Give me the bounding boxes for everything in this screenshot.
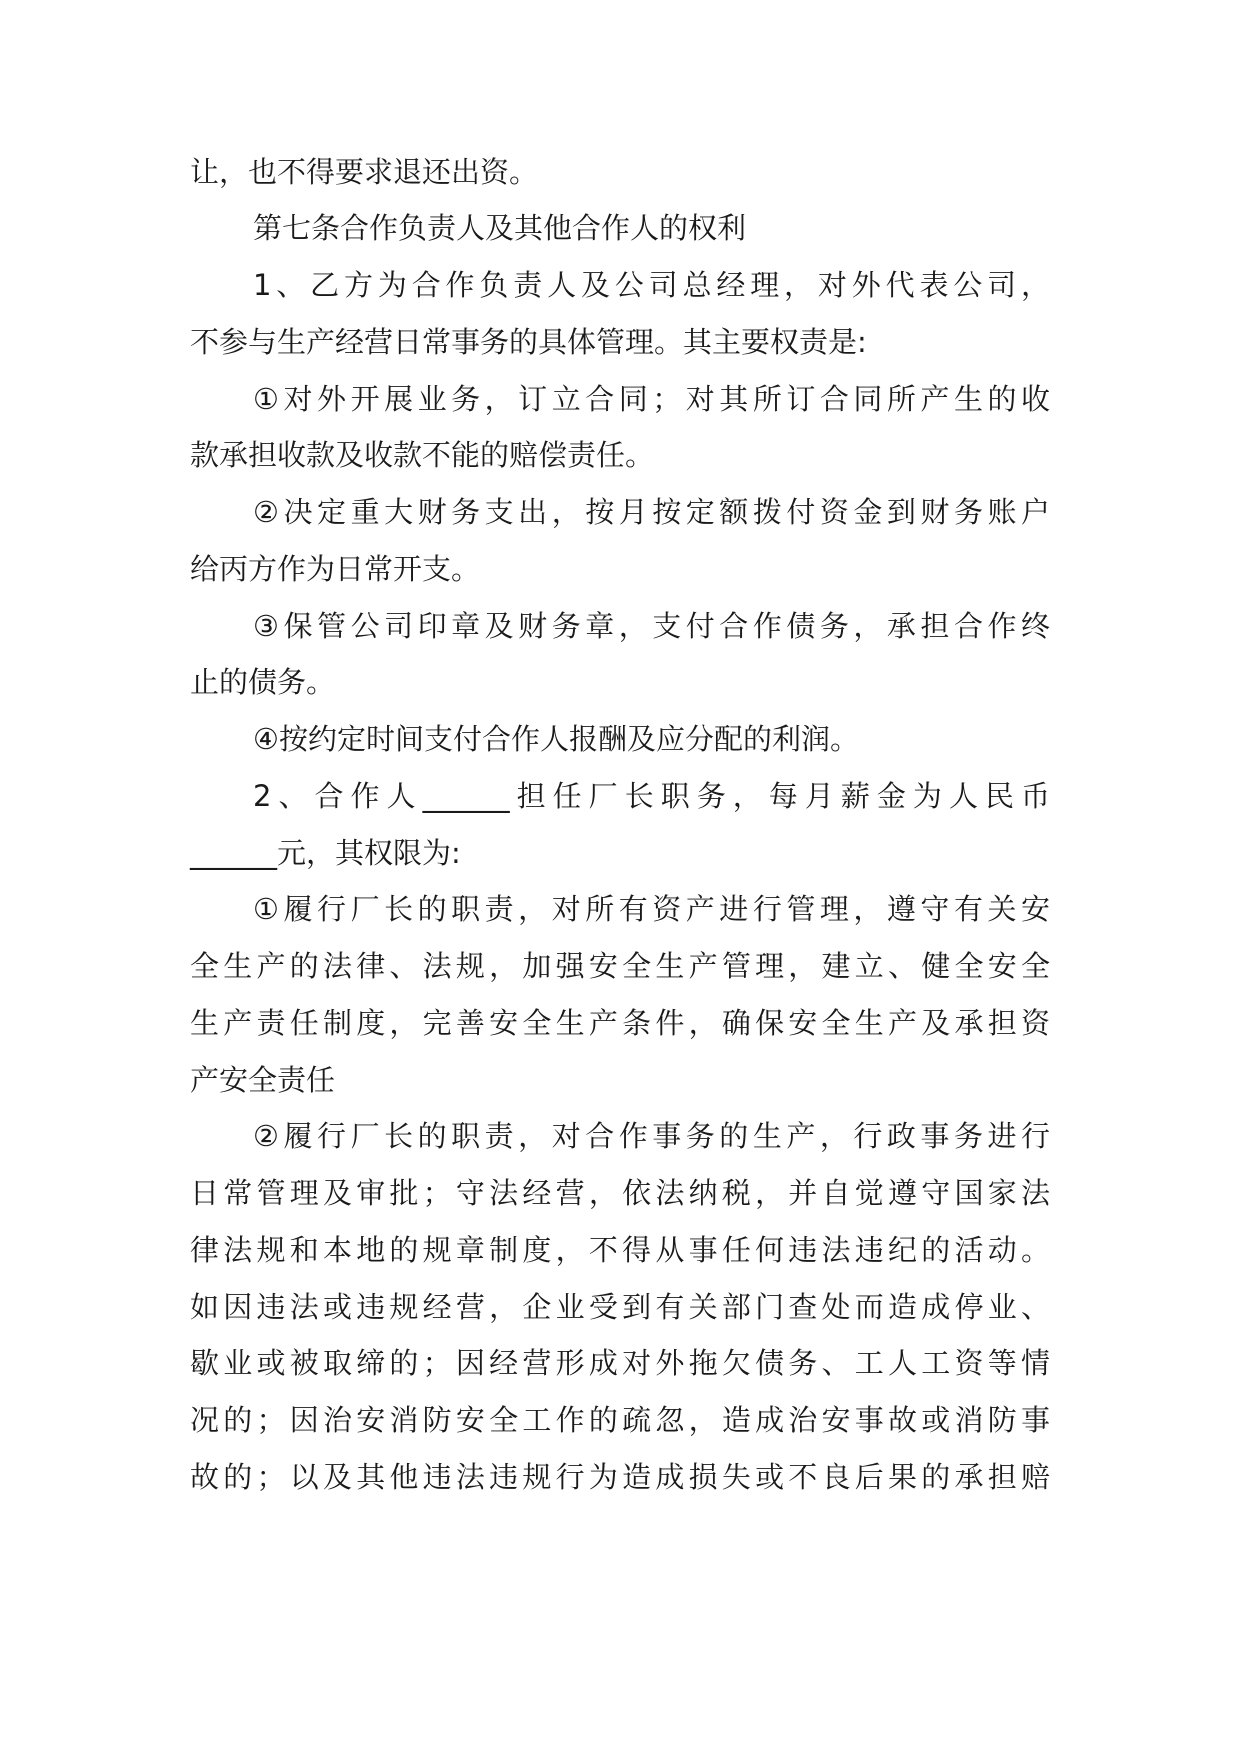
text-line: 止的债务。 (190, 665, 336, 699)
text-line: ④按约定时间支付合作人报酬及应分配的利润。 (253, 722, 859, 756)
text-line: ①对外开展业务，订立合同；对其所订合同所产生的收 (253, 382, 1050, 416)
text-line: 让，也不得要求退还出资。 (190, 155, 539, 189)
text-line: 款承担收款及收款不能的赔偿责任。 (190, 438, 655, 472)
text-line: ①履行厂长的职责，对所有资产进行管理，遵守有关安 (253, 892, 1050, 926)
text-line: 全生产的法律、法规，加强安全生产管理，建立、健全安全 (190, 949, 1050, 983)
text-line: 产安全责任 (190, 1063, 336, 1097)
text-line: 2、合作人______担任厂长职务，每月薪金为人民币 (253, 779, 1050, 813)
text-line: 1、乙方为合作负责人及公司总经理，对外代表公司， (253, 268, 1050, 302)
text-line: 歇业或被取缔的；因经营形成对外拖欠债务、工人工资等情 (190, 1346, 1050, 1380)
text-line: 不参与生产经营日常事务的具体管理。其主要权责是: (190, 325, 867, 359)
text-line: 给丙方作为日常开支。 (190, 552, 481, 586)
text-line: ③保管公司印章及财务章，支付合作债务，承担合作终 (253, 609, 1050, 643)
text-line: ②决定重大财务支出，按月按定额拨付资金到财务账户 (253, 495, 1050, 529)
text-line: 如因违法或违规经营，企业受到有关部门查处而造成停业、 (190, 1290, 1050, 1324)
text-line: 生产责任制度，完善安全生产条件，确保安全生产及承担资 (190, 1006, 1050, 1040)
text-line: 日常管理及审批；守法经营，依法纳税，并自觉遵守国家法 (190, 1176, 1050, 1210)
article-heading: 第七条合作负责人及其他合作人的权利 (253, 211, 747, 245)
text-line: 律法规和本地的规章制度，不得从事任何违法违纪的活动。 (190, 1233, 1050, 1267)
text-line: ______元，其权限为: (190, 836, 461, 870)
text-line: ②履行厂长的职责，对合作事务的生产，行政事务进行 (253, 1119, 1050, 1153)
text-line: 况的；因治安消防安全工作的疏忽，造成治安事故或消防事 (190, 1403, 1050, 1437)
text-line: 故的；以及其他违法违规行为造成损失或不良后果的承担赔 (190, 1460, 1050, 1494)
